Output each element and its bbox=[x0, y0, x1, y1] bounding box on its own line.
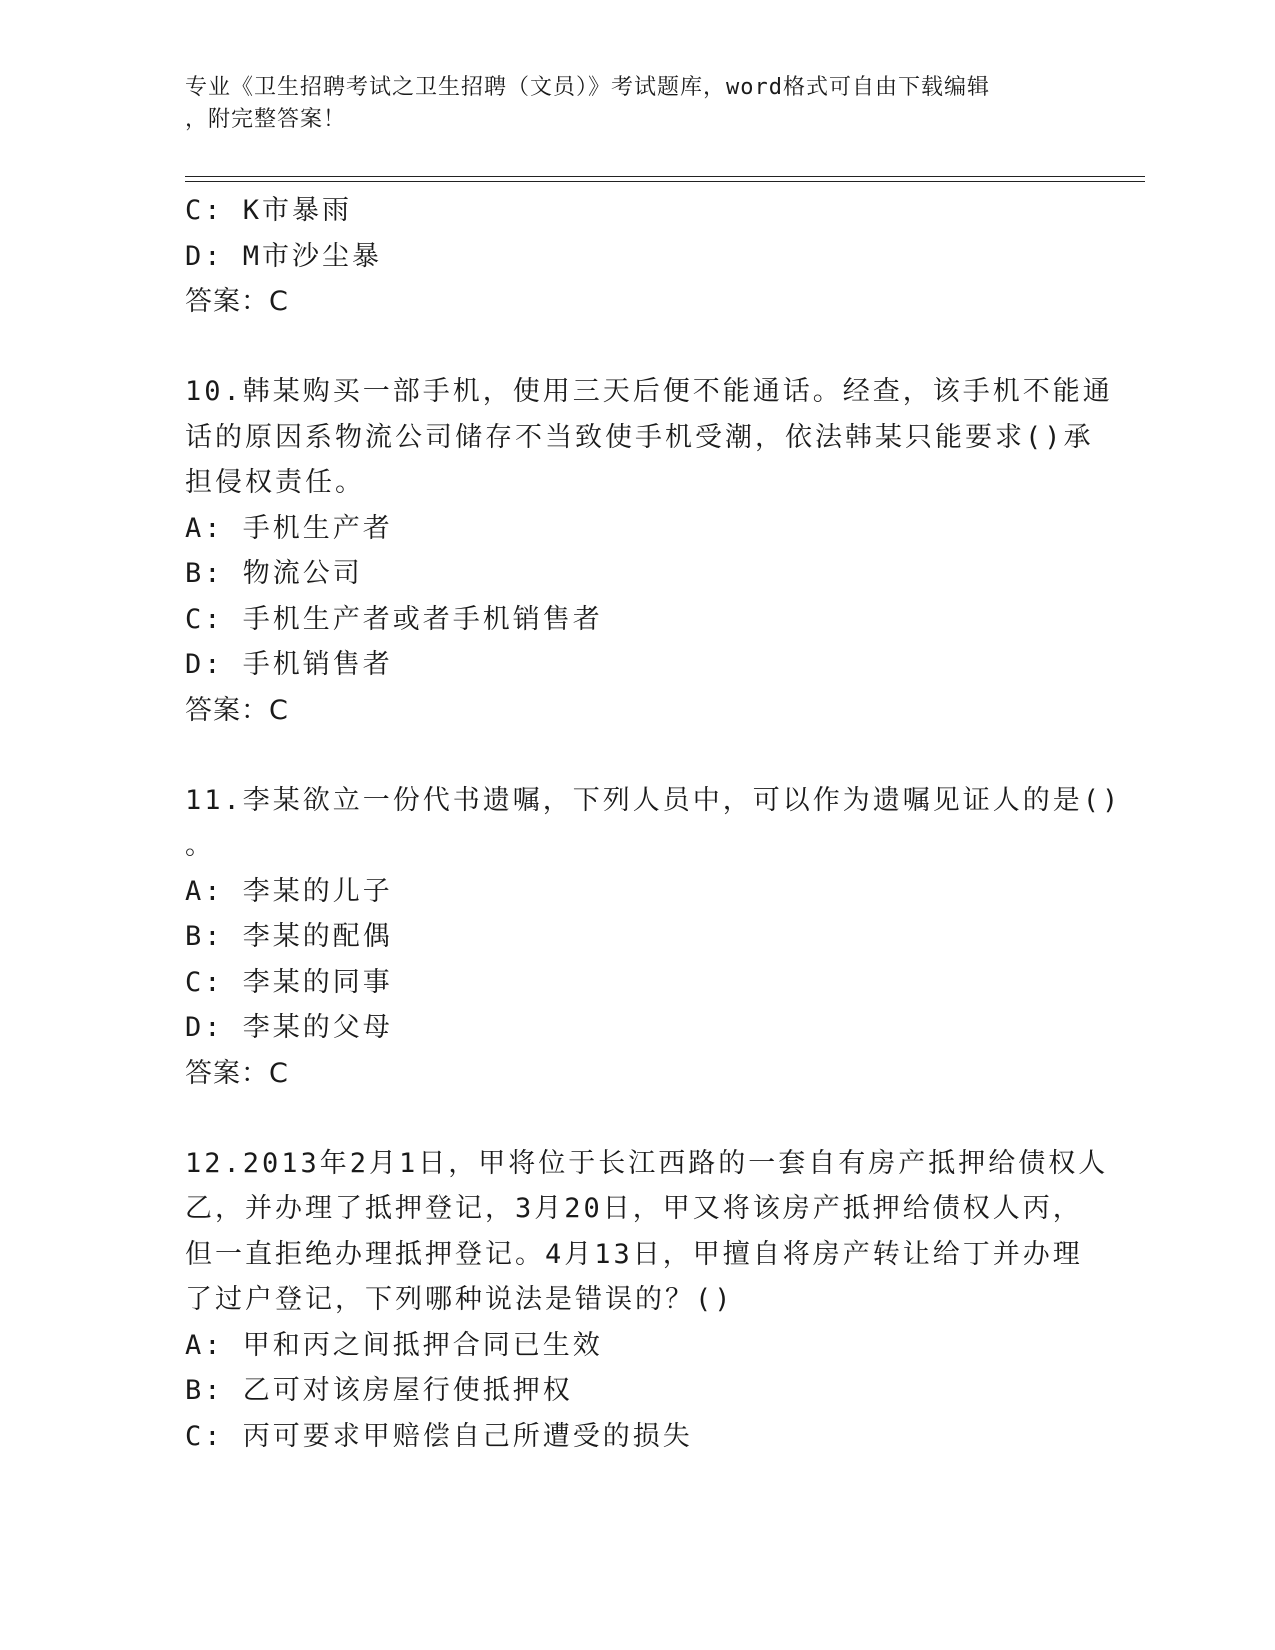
option-b: B: 乙可对该房屋行使抵押权 bbox=[185, 1375, 573, 1406]
question-stem-line: 。 bbox=[185, 830, 215, 861]
question-spacer bbox=[185, 734, 1085, 778]
question-stem-line: 话的原因系物流公司储存不当致使手机受潮，依法韩某只能要求()承 bbox=[185, 421, 1094, 453]
question-stem-line: 乙，并办理了抵押登记，3月20日，甲又将该房产抵押给债权人丙， bbox=[185, 1193, 1083, 1224]
question-stem-line: 10.韩某购买一部手机，使用三天后便不能通话。经查，该手机不能通 bbox=[185, 376, 1113, 407]
question-stem-line: 了过户登记，下列哪种说法是错误的？() bbox=[185, 1284, 734, 1315]
question-10 bbox=[185, 369, 1113, 734]
answer-line: 答案：C bbox=[185, 1057, 289, 1089]
option-d: D: 李某的父母 bbox=[185, 1012, 393, 1043]
option-c: C: K市暴雨 bbox=[185, 195, 353, 226]
question-stem-line: 12.2013年2月1日，甲将位于长江西路的一套自有房产抵押给债权人 bbox=[185, 1147, 1109, 1179]
option-c: C: 手机生产者或者手机销售者 bbox=[185, 603, 603, 635]
answer-line: 答案：C bbox=[185, 694, 289, 726]
question-list bbox=[185, 188, 1122, 1459]
option-a: A: 甲和丙之间抵押合同已生效 bbox=[185, 1329, 603, 1361]
question-stem-line: 担侵权责任。 bbox=[185, 467, 365, 498]
option-b: B: 李某的配偶 bbox=[185, 921, 393, 952]
question-stem-line: 但一直拒绝办理抵押登记。4月13日，甲擅自将房产转让给丁并办理 bbox=[185, 1238, 1083, 1270]
option-d: D: 手机销售者 bbox=[185, 649, 393, 680]
question-11 bbox=[185, 778, 1122, 1097]
option-c: C: 李某的同事 bbox=[185, 966, 393, 998]
option-a: A: 手机生产者 bbox=[185, 512, 393, 544]
header-line-1: 专业《卫生招聘考试之卫生招聘（文员）》考试题库，word格式可自由下载编辑 bbox=[185, 75, 990, 100]
header-divider-top bbox=[185, 176, 1145, 177]
header-divider-bottom bbox=[185, 181, 1145, 182]
option-d: D: M市沙尘暴 bbox=[185, 240, 383, 272]
option-a: A: 李某的儿子 bbox=[185, 875, 393, 907]
question-12 bbox=[185, 1141, 1109, 1460]
option-b: B: 物流公司 bbox=[185, 558, 363, 589]
question-spacer bbox=[185, 325, 1085, 369]
question-spacer bbox=[185, 1097, 1085, 1141]
page-header bbox=[185, 72, 1075, 136]
header-line-2: ，附完整答案！ bbox=[185, 107, 347, 132]
answer-line: 答案：C bbox=[185, 286, 289, 317]
option-c: C: 丙可要求甲赔偿自己所遭受的损失 bbox=[185, 1420, 693, 1452]
question-stem-line: 11.李某欲立一份代书遗嘱，下列人员中，可以作为遗嘱见证人的是() bbox=[185, 784, 1122, 816]
question-9-tail bbox=[185, 188, 1085, 325]
